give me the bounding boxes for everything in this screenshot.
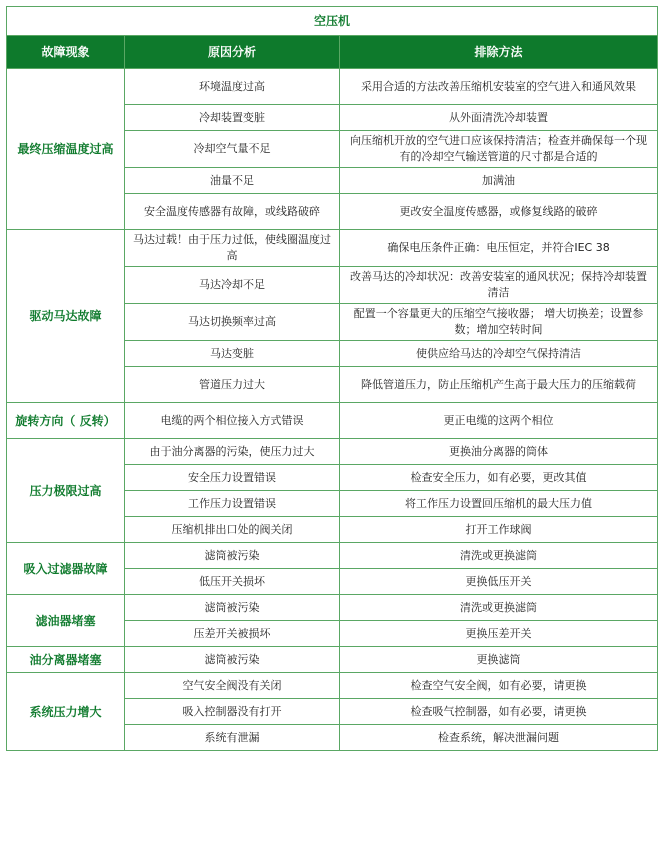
table-row [7, 673, 658, 699]
header-cause: 原因分析 [125, 36, 340, 69]
solution-cell: 更换滤筒 [340, 647, 658, 673]
cause-cell: 冷却装置变脏 [125, 105, 340, 131]
solution-cell: 更改安全温度传感器，或修复线路的破碎 [340, 194, 658, 230]
cause-cell: 滤筒被污染 [125, 647, 340, 673]
cause-cell: 滤筒被污染 [125, 543, 340, 569]
troubleshooting-table [6, 6, 658, 751]
fault-cell: 旋转方向（ 反转） [7, 403, 125, 439]
solution-cell: 向压缩机开放的空气进口应该保持清洁；检查并确保每一个现有的冷却空气输送管道的尺寸都是合适的 [340, 131, 658, 168]
solution-cell: 采用合适的方法改善压缩机安装室的空气进入和通风效果 [340, 69, 658, 105]
cause-cell: 安全压力设置错误 [125, 465, 340, 491]
cause-cell: 马达冷却不足 [125, 267, 340, 304]
cause-cell: 吸入控制器没有打开 [125, 699, 340, 725]
solution-cell: 使供应给马达的冷却空气保持清洁 [340, 341, 658, 367]
solution-cell: 降低管道压力，防止压缩机产生高于最大压力的压缩载荷 [340, 367, 658, 403]
table-row [7, 543, 658, 569]
cause-cell: 电缆的两个相位接入方式错误 [125, 403, 340, 439]
cause-cell: 压缩机排出口处的阀关闭 [125, 517, 340, 543]
table-row [7, 69, 658, 105]
cause-cell: 马达变脏 [125, 341, 340, 367]
cause-cell: 压差开关被损坏 [125, 621, 340, 647]
table-row [7, 230, 658, 267]
fault-cell: 滤油器堵塞 [7, 595, 125, 647]
table-title: 空压机 [7, 7, 658, 36]
solution-cell: 更换油分离器的筒体 [340, 439, 658, 465]
solution-cell: 将工作压力设置回压缩机的最大压力值 [340, 491, 658, 517]
solution-cell: 确保电压条件正确：电压恒定，并符合IEC 38 [340, 230, 658, 267]
title-row [7, 7, 658, 36]
cause-cell: 安全温度传感器有故障，或线路破碎 [125, 194, 340, 230]
solution-cell: 检查吸气控制器，如有必要，请更换 [340, 699, 658, 725]
fault-cell: 油分离器堵塞 [7, 647, 125, 673]
solution-cell: 更换低压开关 [340, 569, 658, 595]
cause-cell: 空气安全阀没有关闭 [125, 673, 340, 699]
solution-cell: 从外面清洗冷却装置 [340, 105, 658, 131]
cause-cell: 环境温度过高 [125, 69, 340, 105]
header-solution: 排除方法 [340, 36, 658, 69]
fault-cell: 吸入过滤器故障 [7, 543, 125, 595]
table-row [7, 647, 658, 673]
solution-cell: 检查安全压力，如有必要，更改其值 [340, 465, 658, 491]
fault-cell: 最终压缩温度过高 [7, 69, 125, 230]
solution-cell: 加满油 [340, 168, 658, 194]
cause-cell: 油量不足 [125, 168, 340, 194]
cause-cell: 系统有泄漏 [125, 725, 340, 751]
header-fault: 故障现象 [7, 36, 125, 69]
cause-cell: 马达过载！由于压力过低，使线圈温度过高 [125, 230, 340, 267]
solution-cell: 检查空气安全阀，如有必要，请更换 [340, 673, 658, 699]
table-row [7, 403, 658, 439]
fault-cell: 系统压力增大 [7, 673, 125, 751]
fault-cell: 驱动马达故障 [7, 230, 125, 403]
cause-cell: 滤筒被污染 [125, 595, 340, 621]
solution-cell: 更正电缆的这两个相位 [340, 403, 658, 439]
table-row [7, 439, 658, 465]
solution-cell: 打开工作球阀 [340, 517, 658, 543]
header-row [7, 36, 658, 69]
solution-cell: 检查系统，解决泄漏问题 [340, 725, 658, 751]
solution-cell: 改善马达的冷却状况：改善安装室的通风状况；保持冷却装置清洁 [340, 267, 658, 304]
solution-cell: 配置一个容量更大的压缩空气接收器； 增大切换差；设置参数；增加空转时间 [340, 304, 658, 341]
cause-cell: 工作压力设置错误 [125, 491, 340, 517]
cause-cell: 管道压力过大 [125, 367, 340, 403]
solution-cell: 更换压差开关 [340, 621, 658, 647]
cause-cell: 马达切换频率过高 [125, 304, 340, 341]
solution-cell: 清洗或更换滤筒 [340, 595, 658, 621]
table-row [7, 595, 658, 621]
solution-cell: 清洗或更换滤筒 [340, 543, 658, 569]
cause-cell: 由于油分离器的污染，使压力过大 [125, 439, 340, 465]
cause-cell: 冷却空气量不足 [125, 131, 340, 168]
cause-cell: 低压开关损坏 [125, 569, 340, 595]
fault-cell: 压力极限过高 [7, 439, 125, 543]
